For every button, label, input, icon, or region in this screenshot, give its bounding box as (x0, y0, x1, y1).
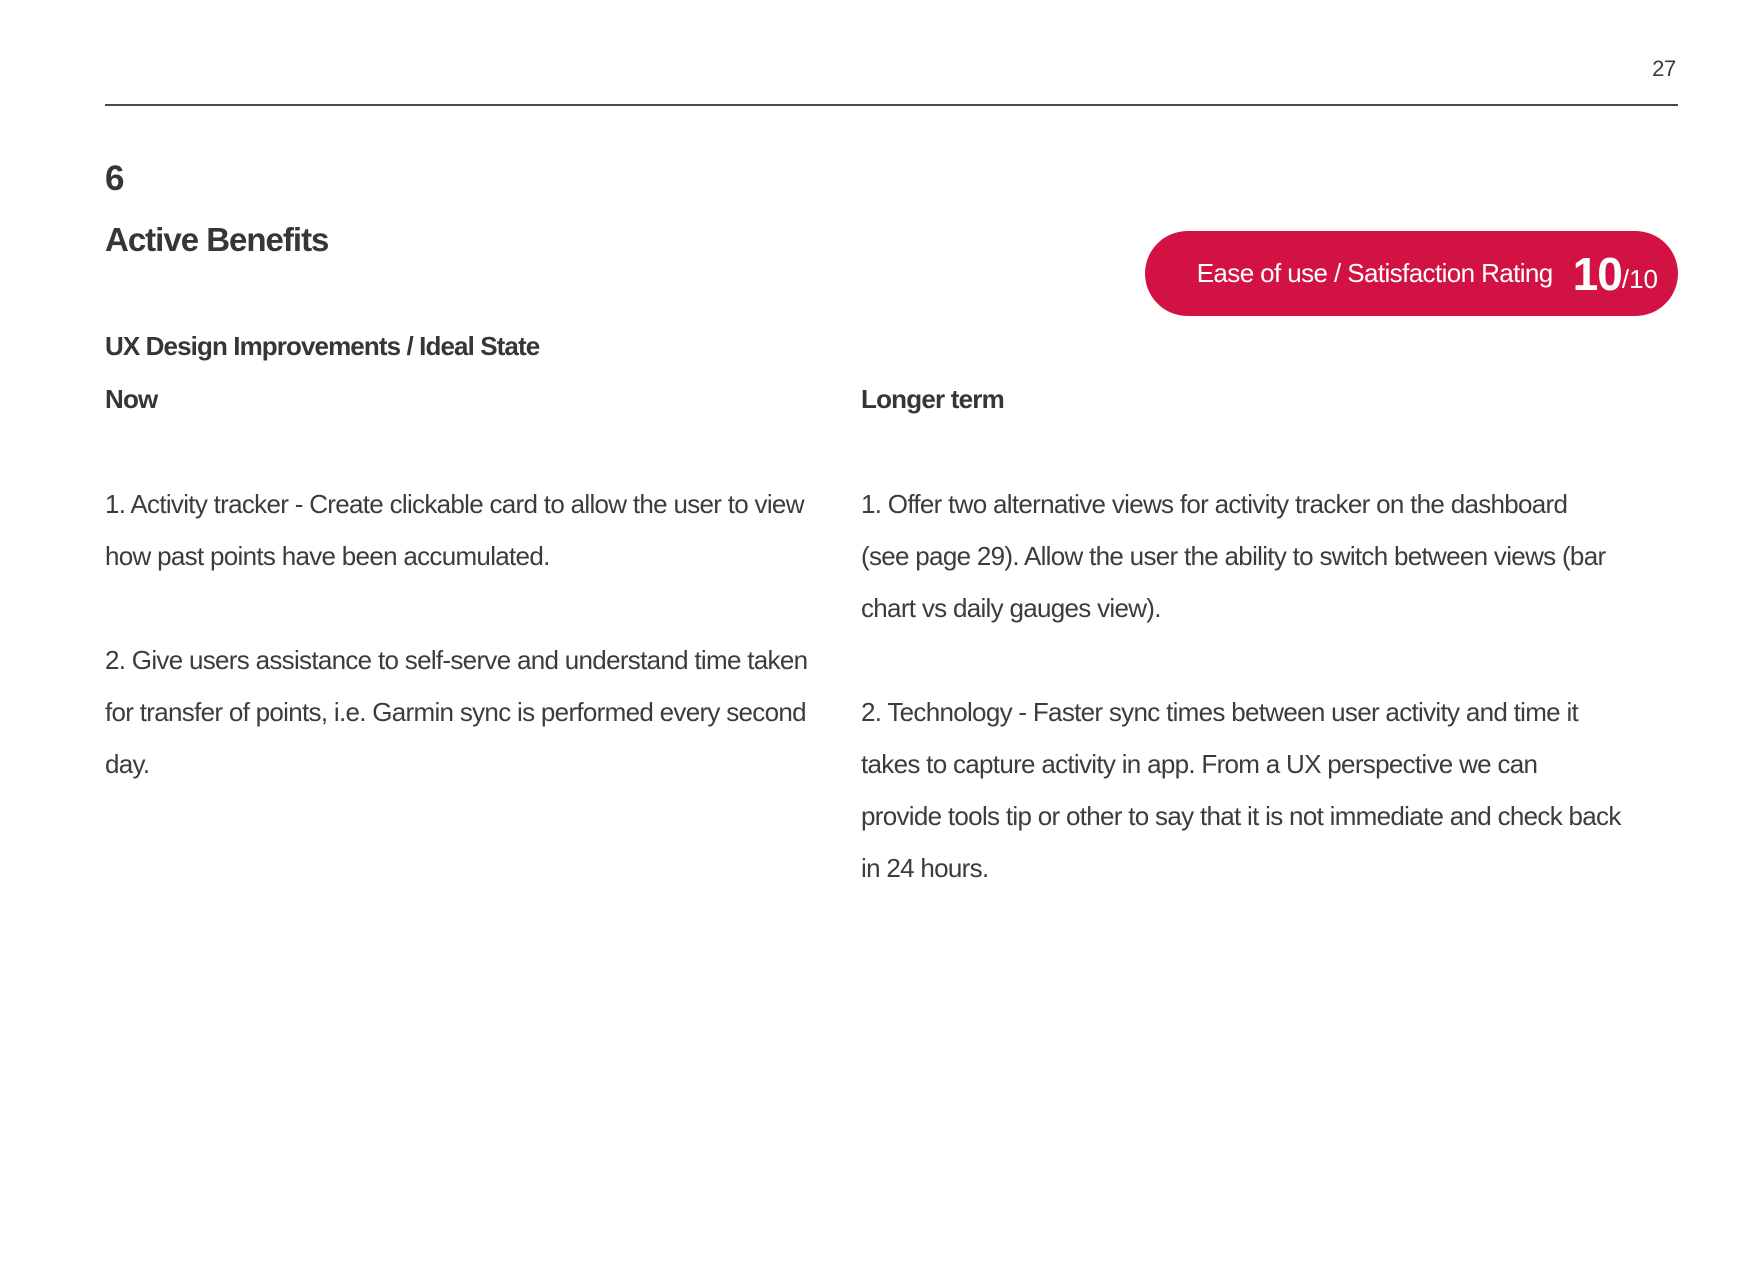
rating-badge (1145, 231, 1678, 316)
section-title: Active Benefits (105, 221, 329, 258)
rating-score: 10 (1572, 247, 1622, 300)
longer-term-heading: Longer term (861, 384, 1004, 414)
rating-label: Ease of use / Satisfaction Rating (1196, 258, 1553, 288)
now-column (105, 478, 825, 842)
page-number: 27 (1652, 56, 1676, 81)
section-number: 6 (105, 159, 125, 198)
header-divider (105, 104, 1678, 106)
longer-term-item-1: 1. Offer two alternative views for activity tracker on the dashboard (see page 29). Allow the user the ability to switch between views (bar chart vs daily gauges view). (861, 489, 1606, 623)
now-item-1: 1. Activity tracker - Create clickable card to allow the user to view how past points have been accumulated. (105, 489, 804, 571)
improvements-subheading: UX Design Improvements / Ideal State (105, 331, 540, 361)
now-item-2: 2. Give users assistance to self-serve and understand time taken for transfer of points, i.e. Garmin sync is performed every second day. (105, 645, 808, 779)
rating-max: /10 (1621, 264, 1658, 294)
longer-term-item-2: 2. Technology - Faster sync times between user activity and time it takes to capture activity in app. From a UX perspective we can provide tools tip or other to say that it is not immediate and check back in 24 hours. (861, 697, 1621, 883)
longer-term-column (861, 478, 1621, 946)
now-heading: Now (105, 384, 158, 414)
